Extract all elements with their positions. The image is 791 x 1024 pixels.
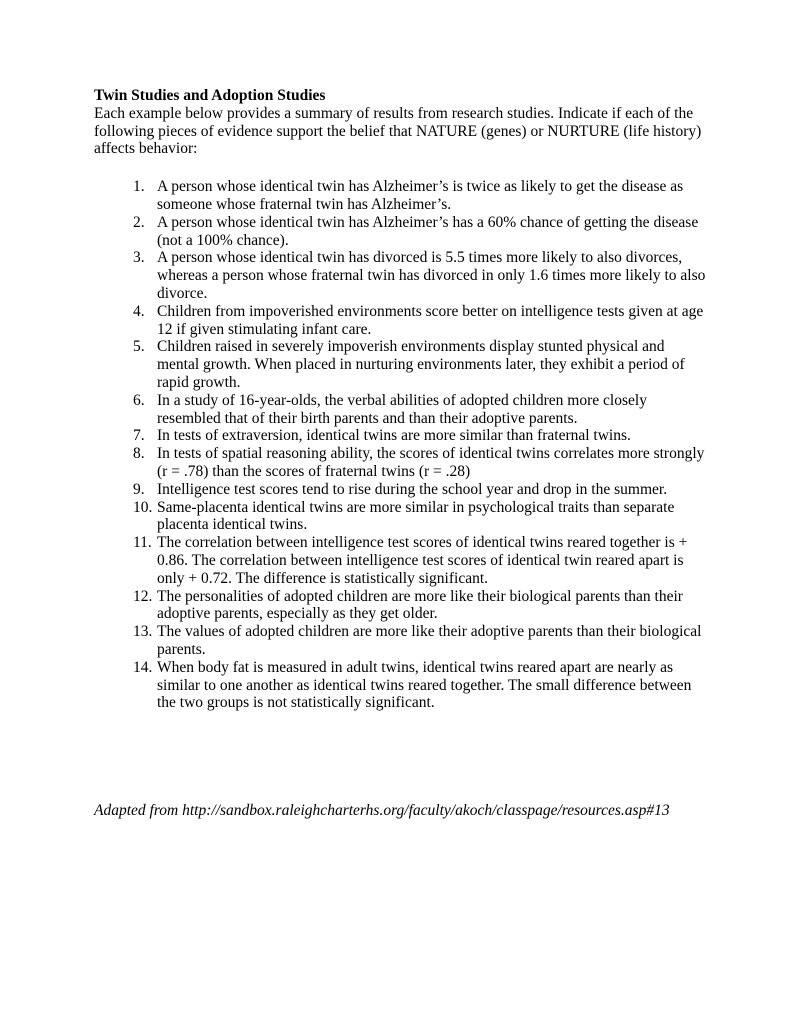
list-item-number: 14.: [133, 658, 153, 676]
list-item-text: The values of adopted children are more like their adoptive parents than their biological parents.: [157, 623, 702, 658]
source-attribution: Adapted from http://sandbox.raleighcharterhs.org/faculty/akoch/classpage/resources.asp#13: [94, 802, 670, 820]
list-item: [94, 249, 706, 302]
list-item: [94, 588, 706, 624]
list-item: [94, 659, 706, 712]
document-content: [94, 87, 706, 820]
list-item-text: Same-placenta identical twins are more similar in psychological traits than separate placenta identical twins.: [157, 498, 675, 534]
list-item-text: The personalities of adopted children are more like their biological parents than their adoptive parents, especially as they get older.: [157, 587, 683, 623]
list-item: [94, 427, 706, 445]
list-item-number: 4.: [133, 302, 145, 320]
list-item: [94, 534, 706, 587]
list-item-text: In a study of 16-year-olds, the verbal abilities of adopted children more closely resembled that of their birth parents and than their adoptive parents.: [157, 391, 647, 427]
list-item-number: 2.: [133, 213, 145, 231]
list-item-text: Children raised in severely impoverish environments display stunted physical and mental growth. When placed in nurturing environments later, they exhibit a period of rapid growth.: [157, 338, 685, 391]
list-item: [94, 178, 706, 214]
evidence-list: [94, 178, 706, 712]
list-item-text: In tests of spatial reasoning ability, the scores of identical twins correlates more strongly (r = .78) than the scores of fraternal twins (r = .28): [157, 445, 705, 480]
list-item-number: 6.: [133, 391, 145, 409]
intro-paragraph: Each example below provides a summary of results from research studies. Indicate if each of the following pieces of evidence support the belief that NATURE (genes) or NURTURE (life history) affects behavior:: [94, 104, 702, 158]
list-item-number: 13.: [133, 623, 153, 641]
list-item: [94, 623, 706, 659]
list-item-number: 7.: [133, 427, 145, 445]
list-item: [94, 338, 706, 391]
list-item: [94, 499, 706, 535]
list-item-text: Children from impoverished environments score better on intelligence tests given at age 12 if given stimulating infant care.: [157, 302, 704, 338]
list-item-text: A person whose identical twin has divorced is 5.5 times more likely to also divorces, whereas a person whose fraternal twin has divorced in only 1.6 times more likely to also divorce.: [157, 249, 706, 302]
list-item-text: In tests of extraversion, identical twins are more similar than fraternal twins.: [157, 427, 631, 445]
list-item: [94, 445, 706, 481]
list-item: [94, 303, 706, 339]
list-item-text: When body fat is measured in adult twins, identical twins reared apart are nearly as similar to one another as identical twins reared together. The small difference between the two groups is not statistically significant.: [157, 658, 692, 712]
list-item: [94, 392, 706, 428]
list-item-number: 12.: [133, 587, 153, 605]
list-item-number: 3.: [133, 249, 145, 267]
list-item-text: The correlation between intelligence test scores of identical twins reared together is + 0.86. The correlation between intelligence test scores of identical twin reared apart is only + 0.72. The difference is statistically significant.: [157, 534, 688, 587]
document-title: Twin Studies and Adoption Studies: [94, 87, 326, 104]
list-item-number: 1.: [133, 178, 145, 196]
list-item-number: 9.: [133, 480, 145, 498]
list-item-text: A person whose identical twin has Alzheimer’s has a 60% chance of getting the disease (not a 100% chance).: [157, 213, 699, 249]
list-item-text: A person whose identical twin has Alzheimer’s is twice as likely to get the disease as someone whose fraternal twin has Alzheimer’s.: [157, 178, 684, 213]
list-item-number: 11.: [133, 534, 152, 552]
list-item-number: 8.: [133, 445, 145, 463]
list-item: [94, 481, 706, 499]
list-item: [94, 214, 706, 250]
list-item-number: 5.: [133, 338, 145, 356]
list-item-text: Intelligence test scores tend to rise during the school year and drop in the summer.: [157, 480, 668, 498]
list-item-number: 10.: [133, 498, 153, 516]
